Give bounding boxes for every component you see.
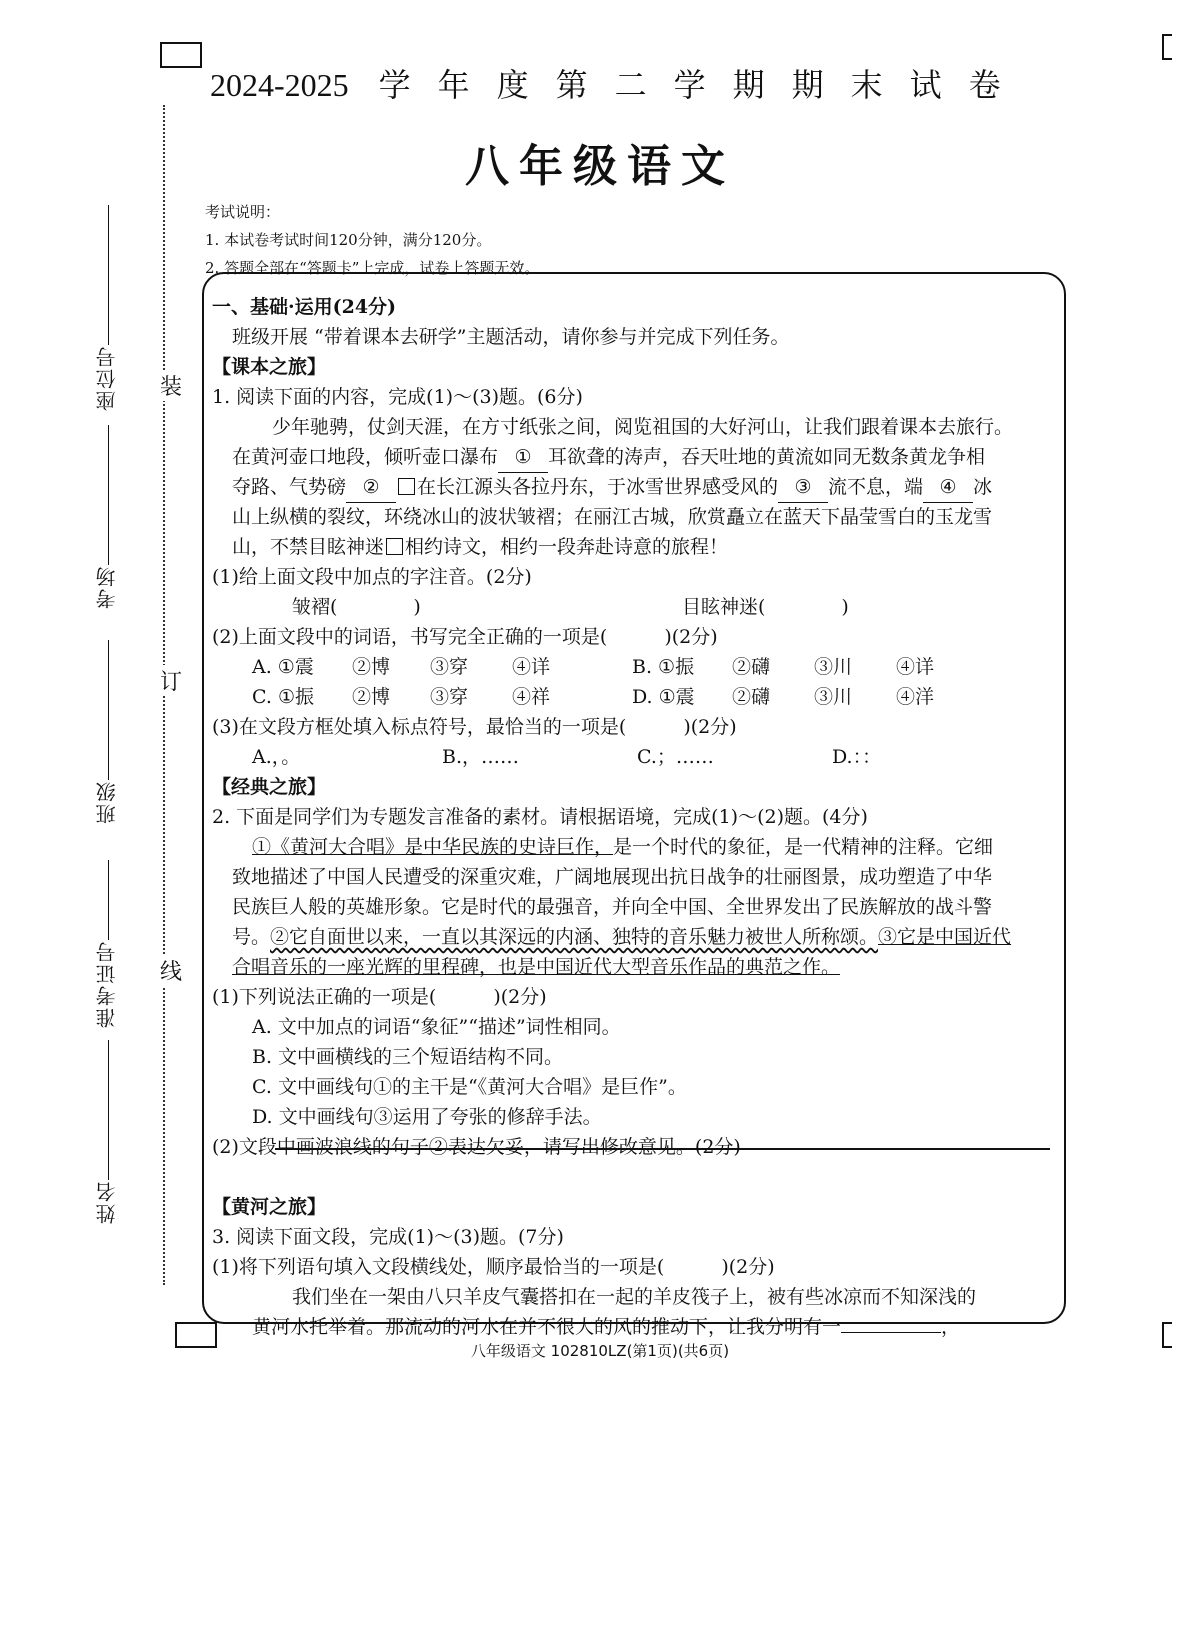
- blank-4[interactable]: ④: [923, 472, 973, 503]
- opt-d-3: ③川: [814, 686, 853, 708]
- opt-c-4: ④祥: [512, 686, 551, 708]
- opt-d-4: ④洋: [896, 686, 935, 708]
- class-label: 班级: [95, 780, 119, 824]
- notes-line-2: 2. 答题全部在“答题卡”上完成，试卷上答题无效。: [205, 259, 540, 277]
- q1-paragraph-line-4: 山上纵横的裂纹，环绕冰山的波状皱褶；在丽江古城，欣赏矗立在蓝天下晶莹雪白的玉龙雪: [232, 506, 993, 528]
- punct-opt-c[interactable]: C.；……: [637, 746, 714, 768]
- q2-paragraph-line-5: [212, 952, 1057, 982]
- q1-paragraph-line-1: 少年驰骋，仗剑天涯，在方寸纸张之间，阅览祖国的大好河山，让我们跟着课本去旅行。: [272, 416, 1014, 438]
- notes-line-1: 1. 本试卷考试时间120分钟，满分120分。: [205, 231, 492, 249]
- subject-title: 八年级语文: [465, 141, 735, 192]
- question-1: 1. 阅读下面的内容，完成(1)～(3)题。(6分): [212, 386, 583, 408]
- q2-sentence-3-start: ③它是中国近代: [878, 926, 1012, 948]
- q2-option-b[interactable]: B. 文中画横线的三个短语结构不同。: [252, 1046, 564, 1068]
- name-line: [108, 1040, 109, 1180]
- corner-bracket-top-right: [1162, 34, 1172, 60]
- opt-a-1[interactable]: A. ①震: [252, 656, 314, 678]
- q2-paragraph-line-4: 号。②它自面世以来，一直以其深远的内涵、独特的音乐魅力被世人所称颂。③它是中国近代: [232, 926, 1012, 948]
- page-footer: 八年级语文 102810LZ(第1页)(共6页): [470, 1342, 730, 1360]
- part-yellow-river: 【黄河之旅】: [212, 1196, 327, 1218]
- q1-paragraph-line-3: 夺路、气势磅 ② 在长江源头各拉丹东，于冰雪世界感受风的 ③ 流不息，端 ④ 冰: [212, 472, 1057, 502]
- q3-sub-1: (1)将下列语句填入文段横线处，顺序最恰当的一项是( )(2分): [212, 1256, 775, 1278]
- q2-paragraph-line-2: 致地描述了中国人民遭受的深重灾难，广阔地展现出抗日战争的壮丽图景，成功塑造了中华: [232, 866, 993, 888]
- opt-a-4: ④详: [512, 656, 551, 678]
- punct-opt-a[interactable]: A.，。: [252, 746, 301, 768]
- exam-id-line: [108, 860, 109, 940]
- q2-option-a[interactable]: A. 文中加点的词语“象征”“描述”词性相同。: [252, 1016, 621, 1038]
- q3-paragraph-line-1: 我们坐在一架由八只羊皮气囊搭扣在一起的羊皮筏子上，被有些冰凉而不知深浅的: [292, 1286, 977, 1308]
- corner-mark-top: [160, 42, 202, 68]
- opt-c-3: ③穿: [430, 686, 469, 708]
- q1-options-cd: [212, 682, 1057, 712]
- opt-b-4: ④详: [896, 656, 935, 678]
- room-line: [108, 425, 109, 565]
- opt-b-2: ②礴: [732, 656, 771, 678]
- opt-b-1[interactable]: B. ①振: [632, 656, 695, 678]
- pinyin-item-2: 目眩神迷( ): [682, 596, 849, 618]
- part-classic: 【经典之旅】: [212, 776, 327, 798]
- notes-heading: 考试说明：: [205, 203, 281, 221]
- exam-title: [210, 60, 1028, 106]
- q1-options-ab: [212, 652, 1057, 682]
- opt-a-3: ③穿: [430, 656, 469, 678]
- question-2: 2. 下面是同学们为专题发言准备的素材。请根据语境，完成(1)～(2)题。(4分): [212, 806, 868, 828]
- q2-paragraph-line-1: ①《黄河大合唱》是中华民族的史诗巨作，是一个时代的象征，是一代精神的注释。它细: [252, 836, 994, 858]
- opt-b-3: ③川: [814, 656, 853, 678]
- question-3: 3. 阅读下面文段，完成(1)～(3)题。(7分): [212, 1226, 564, 1248]
- punct-box-2[interactable]: [386, 538, 403, 555]
- exam-notes: [205, 198, 539, 282]
- part-textbook: 【课本之旅】: [212, 356, 327, 378]
- exam-title-text: 学年度第二学期期末试卷: [378, 66, 1028, 104]
- q2-sentence-3-end: 合唱音乐的一座光辉的里程碑，也是中国近代大型音乐作品的典范之作。: [232, 956, 841, 978]
- section-title: 一、基础·运用(24分): [212, 296, 397, 318]
- exam-year: 2024-2025: [210, 67, 349, 103]
- room-label: 考场: [95, 565, 119, 609]
- q1-paragraph-line-2: 在黄河壶口地段，倾听壶口瀑布 ① 耳欲聋的涛声，吞天吐地的黄流如同无数条黄龙争相: [212, 442, 1057, 472]
- section-intro: 班级开展 “带着课本去研学”主题活动，请你参与并完成下列任务。: [232, 326, 790, 348]
- blank-3[interactable]: ③: [778, 472, 828, 503]
- opt-c-2: ②博: [352, 686, 391, 708]
- q2-paragraph-line-3: 民族巨人般的英雄形象。它是时代的最强音，并向全中国、全世界发出了民族解放的战斗警: [232, 896, 993, 918]
- q2-sub-1: (1)下列说法正确的一项是( )(2分): [212, 986, 547, 1008]
- binding-char-xian: 线: [160, 955, 182, 986]
- binding-char-zhuang: 装: [160, 370, 182, 401]
- name-label: 姓名: [95, 1180, 119, 1224]
- q3-paragraph-line-2: 黄河水托举着。那流动的河水在并不很大的风的推动下，让我分明有一 ，: [252, 1316, 961, 1338]
- q1-sub-3: (3)在文段方框处填入标点符号，最恰当的一项是( )(2分): [212, 716, 737, 738]
- opt-d-1[interactable]: D. ①震: [632, 686, 695, 708]
- q2-option-c[interactable]: C. 文中画线句①的主干是“《黄河大合唱》是巨作”。: [252, 1076, 687, 1098]
- binding-char-ding: 订: [160, 665, 182, 696]
- blank-2[interactable]: ②: [346, 472, 396, 503]
- punct-opt-d[interactable]: D.：：: [832, 746, 882, 768]
- seat-line: [108, 205, 109, 345]
- punct-opt-b[interactable]: B.，……: [442, 746, 520, 768]
- blank-1[interactable]: ①: [498, 442, 548, 473]
- class-line: [108, 640, 109, 780]
- opt-a-2: ②博: [352, 656, 391, 678]
- exam-id-label: 准考证号: [95, 940, 119, 1028]
- punct-box-1[interactable]: [398, 478, 415, 495]
- answer-line[interactable]: [275, 1148, 1050, 1150]
- blank-q3[interactable]: [841, 1332, 941, 1333]
- q1-paragraph-line-5: 山，不禁目眩神迷 相约诗文，相约一段奔赴诗意的旅程！: [232, 536, 729, 558]
- opt-c-1[interactable]: C. ①振: [252, 686, 314, 708]
- seat-label: 座位号: [95, 345, 119, 411]
- q2-sub-2: (2)文段中画波浪线的句子②表达欠妥，请写出修改意见。(2分): [212, 1136, 741, 1158]
- section-1: [212, 292, 1057, 1342]
- q1-punct-options: [212, 742, 1057, 772]
- opt-d-2: ②礴: [732, 686, 771, 708]
- q2-option-d[interactable]: D. 文中画线句③运用了夸张的修辞手法。: [252, 1106, 602, 1128]
- q2-sentence-2: ②它自面世以来，一直以其深远的内涵、独特的音乐魅力被世人所称颂。: [270, 926, 879, 948]
- q2-sentence-1: ①《黄河大合唱》是中华民族的史诗巨作，: [252, 836, 614, 858]
- pinyin-item-1: 皱褶( ): [292, 596, 421, 618]
- q1-sub-1-items: [212, 592, 1057, 622]
- q1-sub-2: (2)上面文段中的词语，书写完全正确的一项是( )(2分): [212, 626, 718, 648]
- q1-sub-1: (1)给上面文段中加点的字注音。(2分): [212, 566, 532, 588]
